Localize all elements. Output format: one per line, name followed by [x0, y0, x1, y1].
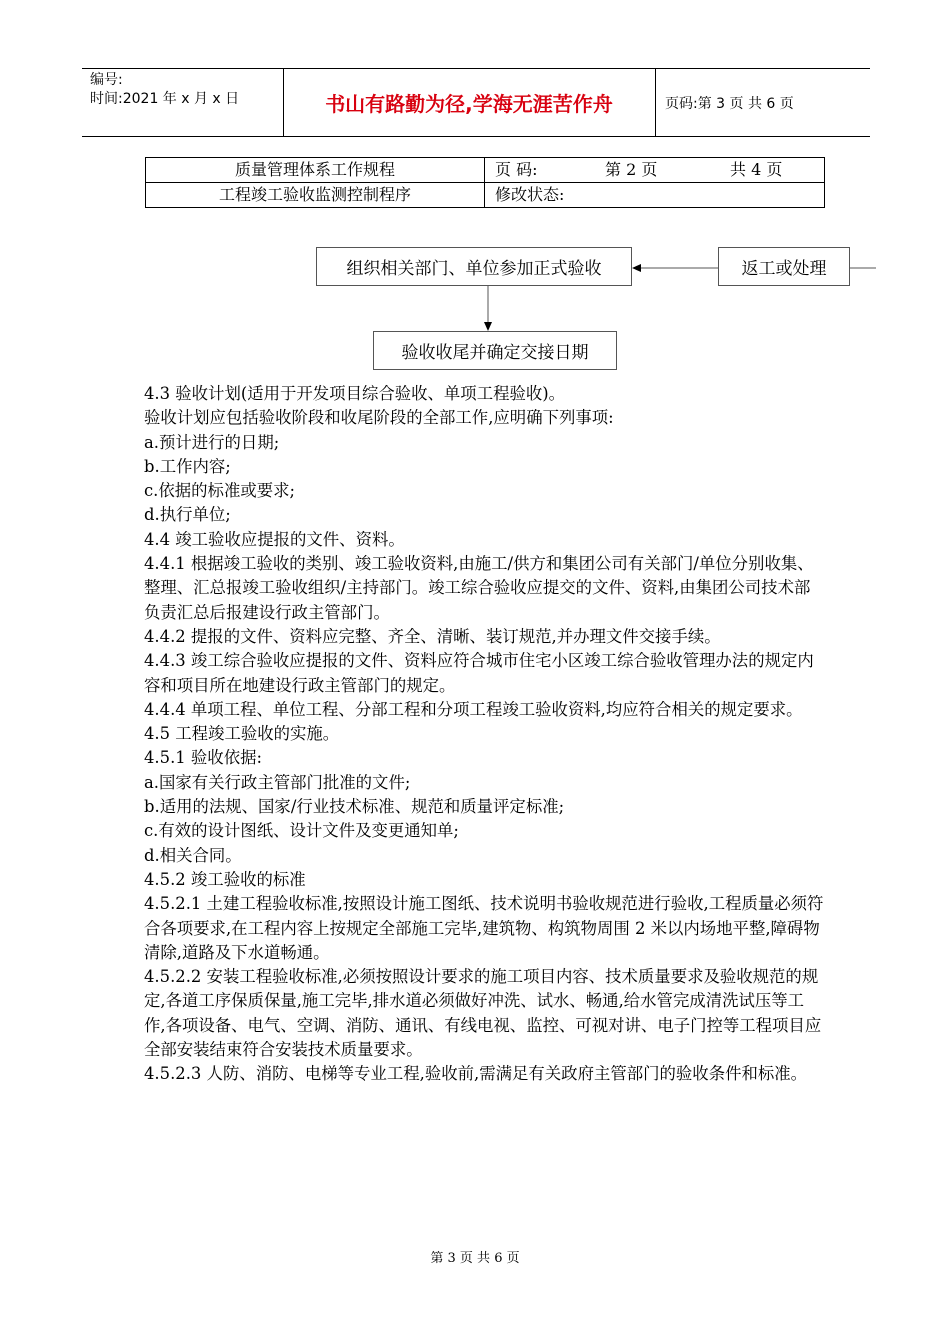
- page-value: 第 2 页: [605, 160, 658, 179]
- procedure-title: 工程竣工验收监测控制程序: [146, 183, 485, 208]
- page-total: 共 4 页: [730, 160, 783, 179]
- flow-box-rework: 返工或处理: [718, 247, 850, 286]
- paragraph: 4.3 验收计划(适用于开发项目综合验收、单项工程验收)。: [144, 384, 566, 403]
- paragraph: c.依据的标准或要求;: [144, 481, 296, 501]
- paragraph: 验收计划应包括验收阶段和收尾阶段的全部工作,应明确下列事项:: [144, 408, 614, 428]
- paragraph: 4.4.3 竣工综合验收应提报的文件、资料应符合城市住宅小区竣工综合验收管理办法的规定内容和项目所在地建设行政主管部门的规定。: [144, 651, 814, 695]
- body-text: [144, 382, 824, 1087]
- paragraph: 4.5.1 验收依据:: [144, 748, 262, 768]
- paragraph: d.相关合同。: [144, 845, 242, 865]
- flow-box-closeout: 验收收尾并确定交接日期: [373, 331, 617, 370]
- paragraph: 4.4.1 根据竣工验收的类别、竣工验收资料,由施工/供方和集团公司有关部门/单位分别收集、整理、汇总报竣工验收组织/主持部门。竣工综合验收应提交的文件、资料,由集团公司技术部负责汇总后报建设行政主管部门。: [144, 554, 814, 622]
- page-key: 页 码:: [495, 160, 538, 179]
- header-page-number: 页码:第 3 页 共 6 页: [665, 96, 794, 112]
- paragraph: 4.5.2.3 人防、消防、电梯等专业工程,验收前,需满足有关政府主管部门的验收条件和标准。: [144, 1064, 808, 1084]
- paragraph: 4.5 工程竣工验收的实施。: [144, 724, 340, 744]
- paragraph: a.国家有关行政主管部门批准的文件;: [144, 772, 411, 792]
- paragraph: 4.4 竣工验收应提报的文件、资料。: [144, 529, 405, 549]
- number-label: 编号:: [90, 72, 123, 88]
- flow-box-formal-acceptance: 组织相关部门、单位参加正式验收: [316, 247, 632, 286]
- paragraph: 4.5.2.1 土建工程验收标准,按照设计施工图纸、技术说明书验收规范进行验收,工程质量必须符合各项要求,在工程内容上按规定全部施工完毕,建筑物、构筑物周围 2 米以内场地平整,障碍物清除,道路及下水道畅通。: [144, 894, 824, 962]
- down-arrowhead: [484, 322, 492, 331]
- paragraph: b.适用的法规、国家/行业技术标准、规范和质量评定标准;: [144, 797, 565, 817]
- paragraph: 4.5.2.2 安装工程验收标准,必须按照设计要求的施工项目内容、技术质量要求及验收规范的规定,各道工序保质保量,施工完毕,排水道必须做好冲洗、试水、畅通,给水管完成清洗试压等工作,各项设备、电气、空调、消防、通讯、有线电视、监控、可视对讲、电子门控等工程项目应全部安装结束符合安装技术质量要求。: [144, 967, 822, 1060]
- paragraph: 4.4.2 提报的文件、资料应完整、齐全、清晰、装订规范,并办理文件交接手续。: [144, 626, 721, 646]
- paragraph: c.有效的设计图纸、设计文件及变更通知单;: [144, 821, 459, 841]
- paragraph: a.预计进行的日期;: [144, 432, 280, 452]
- return-arrowhead: [632, 264, 641, 272]
- time-label: 时间:2021 年 x 月 x 日: [90, 91, 240, 107]
- paragraph: 4.4.4 单项工程、单位工程、分部工程和分项工程竣工验收资料,均应符合相关的规定要求。: [144, 699, 803, 719]
- doc-title: 质量管理体系工作规程: [146, 158, 485, 183]
- paragraph: d.执行单位;: [144, 505, 231, 525]
- paragraph: 4.5.2 竣工验收的标准: [144, 869, 306, 889]
- paragraph: b.工作内容;: [144, 456, 231, 476]
- revision-label: 修改状态:: [485, 183, 825, 208]
- header-motto: 书山有路勤为径,学海无涯苦作舟: [325, 92, 613, 116]
- page-footer: 第 3 页 共 6 页: [430, 1251, 520, 1266]
